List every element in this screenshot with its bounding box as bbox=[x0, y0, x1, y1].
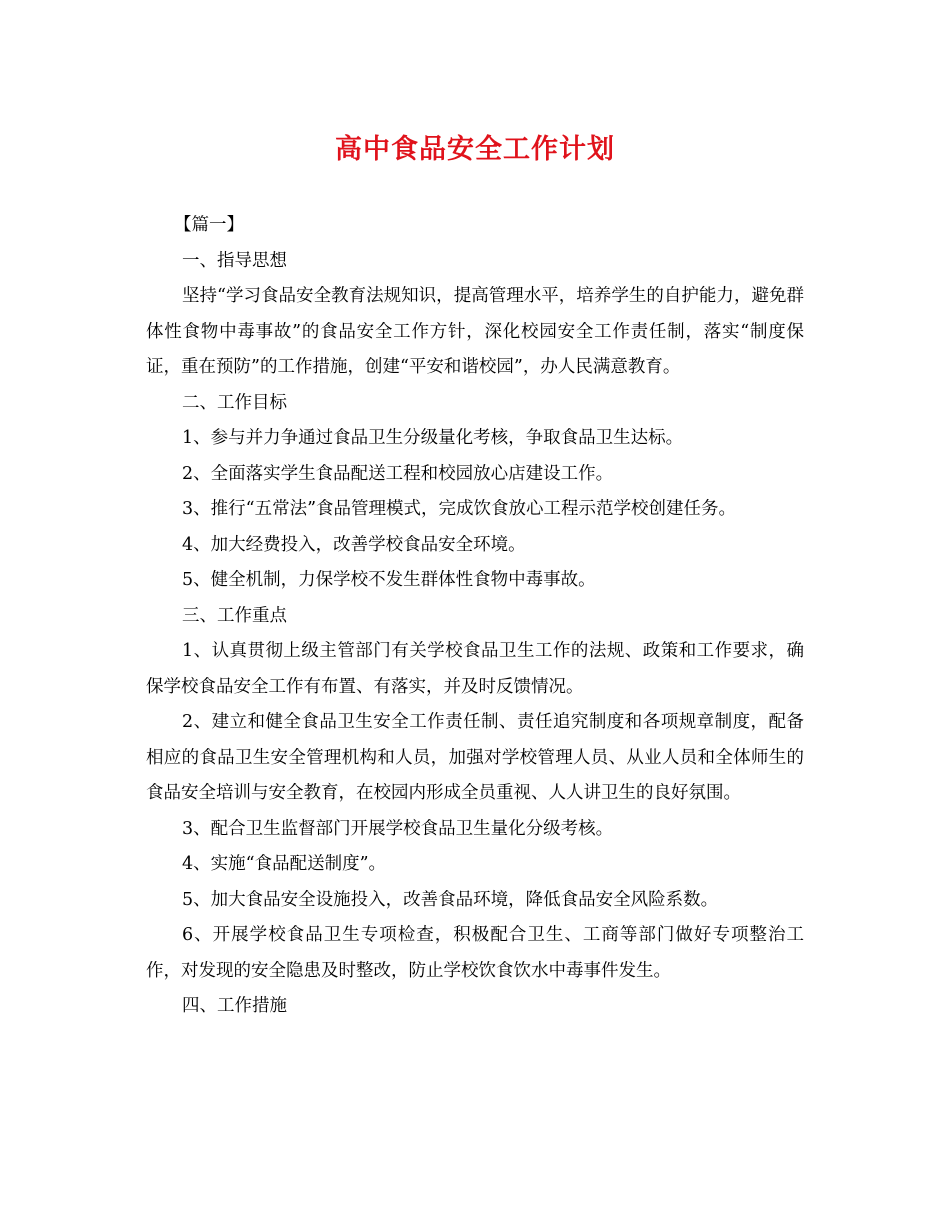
section-heading: 一、指导思想 bbox=[182, 250, 287, 271]
list-item: 5、健全机制，力保学校不发生群体性食物中毒事故。 bbox=[182, 570, 596, 590]
list-item: 2、建立和健全食品卫生安全工作责任制、责任追究制度和各项规章制度，配备相应的食品卫生安全管理机构和人员，加强对学校管理人员、从业人员和全体师生的食品安全培训与安全教育，在校园内形成全员重视、人人讲卫生的良好氛围。 bbox=[146, 712, 804, 803]
list-item: 1、参与并力争通过食品卫生分级量化考核，争取食品卫生达标。 bbox=[182, 428, 684, 448]
section-tag: 【篇一】 bbox=[174, 215, 244, 235]
list-item: 4、实施“食品配送制度”。 bbox=[182, 854, 387, 874]
section-heading: 二、工作目标 bbox=[182, 392, 287, 413]
list-item: 6、开展学校食品卫生专项检查，积极配合卫生、工商等部门做好专项整治工作，对发现的安全隐患及时整改，防止学校饮食饮水中毒事件发生。 bbox=[146, 925, 804, 981]
paragraph: 坚持“学习食品安全教育法规知识，提高管理水平，培养学生的自护能力，避免群体性食物中毒事故”的食品安全工作方针，深化校园安全工作责任制，落实“制度保证，重在预防”的工作措施，创建“平安和谐校园”，办人民满意教育。 bbox=[146, 286, 804, 377]
list-item: 3、配合卫生监督部门开展学校食品卫生量化分级考核。 bbox=[182, 818, 614, 839]
section-heading: 四、工作措施 bbox=[182, 996, 287, 1016]
list-item: 5、加大食品安全设施投入，改善食品环境，降低食品安全风险系数。 bbox=[182, 889, 719, 910]
list-item: 4、加大经费投入，改善学校食品安全环境。 bbox=[182, 534, 526, 555]
list-item: 1、认真贯彻上级主管部门有关学校食品卫生工作的法规、政策和工作要求，确保学校食品安全工作有布置、有落实，并及时反馈情况。 bbox=[146, 641, 804, 697]
document-title: 高中食品安全工作计划 bbox=[335, 134, 615, 165]
section-heading: 三、工作重点 bbox=[182, 605, 287, 626]
document-body bbox=[146, 208, 804, 1025]
list-item: 3、推行“五常法”食品管理模式，完成饮食放心工程示范学校创建任务。 bbox=[182, 499, 737, 519]
list-item: 2、全面落实学生食品配送工程和校园放心店建设工作。 bbox=[182, 463, 614, 484]
